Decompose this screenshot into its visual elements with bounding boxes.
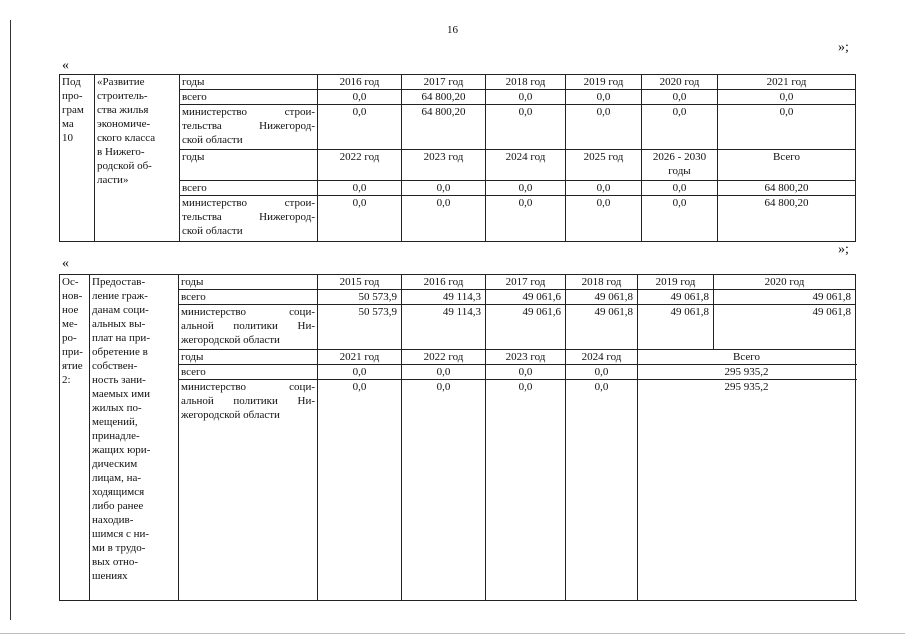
year-cell: 2018 год [566, 275, 638, 290]
value-cell: 0,0 [642, 196, 718, 242]
value-cell-total: 295 935,2 [638, 365, 856, 380]
value-cell: 0,0 [566, 365, 638, 380]
value-cell: 0,0 [486, 196, 566, 242]
value-cell: 0,0 [402, 196, 486, 242]
year-cell: 2021 год [318, 350, 402, 365]
year-cell: 2026 - 2030 годы [642, 150, 718, 181]
year-cell: 2025 год [566, 150, 642, 181]
value-cell: 0,0 [486, 90, 566, 105]
value-cell: 0,0 [718, 105, 856, 150]
row-label-years: годы [179, 275, 318, 290]
value-cell: 0,0 [318, 365, 402, 380]
year-cell: 2018 год [486, 75, 566, 90]
value-cell: 0,0 [486, 365, 566, 380]
page-left-border [10, 20, 11, 620]
year-cell: 2024 год [566, 350, 638, 365]
year-cell: 2017 год [402, 75, 486, 90]
main-activity-2-table [59, 274, 856, 601]
close-quote-2: »; [838, 242, 849, 257]
year-cell: 2020 год [642, 75, 718, 90]
row-label-ministry: министерство соци- альной политики Ни- жегородской области [179, 305, 318, 350]
year-cell: 2023 год [402, 150, 486, 181]
value-cell: 49 114,3 [402, 290, 486, 305]
value-cell: 0,0 [402, 181, 486, 196]
value-cell: 64 800,20 [718, 181, 856, 196]
value-cell: 0,0 [318, 105, 402, 150]
value-cell: 49 061,8 [566, 290, 638, 305]
year-cell: 2024 год [486, 150, 566, 181]
value-cell: 0,0 [318, 181, 402, 196]
year-cell: 2022 год [402, 350, 486, 365]
row-label-ministry: министерство строи- тельства Нижегород- ской области [180, 105, 318, 150]
row-label-total: всего [180, 181, 318, 196]
row-label-ministry: министерство соци- альной политики Ни- жегородской области [179, 380, 318, 601]
year-cell-total: Всего [638, 350, 856, 365]
value-cell: 0,0 [402, 365, 486, 380]
value-cell: 0,0 [402, 380, 486, 601]
value-cell: 0,0 [566, 196, 642, 242]
value-cell: 64 800,20 [718, 196, 856, 242]
row-label-ministry: министерство строи- тельства Нижегород- ской области [180, 196, 318, 242]
activity-name-cell: Предостав- ление граж- данам соци- альных вы- плат на при- обретение в собствен- ность зани- маемых ими жилых по- мещений, принадле- жащих юри- дическим лицам, на- ходящимся либо ранее находив- шимся с ни- ми в трудо- вых отно- шениях [90, 275, 179, 601]
value-cell: 49 114,3 [402, 305, 486, 350]
value-cell: 0,0 [566, 380, 638, 601]
value-cell: 0,0 [318, 90, 402, 105]
page-number: 16 [447, 24, 458, 36]
value-cell-total: 295 935,2 [638, 380, 856, 601]
value-cell: 49 061,8 [638, 305, 714, 350]
value-cell: 0,0 [566, 181, 642, 196]
year-cell: 2015 год [318, 275, 402, 290]
row-label-total: всего [179, 365, 318, 380]
row-label-total: всего [180, 90, 318, 105]
year-cell: 2017 год [486, 275, 566, 290]
year-cell: 2016 год [402, 275, 486, 290]
year-cell: 2019 год [638, 275, 714, 290]
year-cell: 2023 год [486, 350, 566, 365]
close-quote-1: »; [838, 40, 849, 55]
value-cell: 50 573,9 [318, 290, 402, 305]
value-cell: 50 573,9 [318, 305, 402, 350]
value-cell: 0,0 [486, 380, 566, 601]
value-cell: 64 800,20 [402, 90, 486, 105]
value-cell: 0,0 [642, 105, 718, 150]
row-label-years: годы [179, 350, 318, 365]
value-cell: 0,0 [566, 105, 642, 150]
value-cell: 49 061,6 [486, 305, 566, 350]
value-cell: 0,0 [566, 90, 642, 105]
year-cell: 2019 год [566, 75, 642, 90]
subprogram-label-cell: Под про- грам ма 10 [60, 75, 95, 242]
value-cell: 0,0 [486, 181, 566, 196]
year-cell: 2016 год [318, 75, 402, 90]
subprogram-name-cell: «Развитие строитель- ства жилья экономиче- ского класса в Нижего- родской об- ласти» [95, 75, 180, 242]
value-cell: 0,0 [318, 196, 402, 242]
value-cell: 0,0 [486, 105, 566, 150]
year-cell: Всего [718, 150, 856, 181]
subprogram-10-table [59, 74, 856, 242]
value-cell: 0,0 [642, 181, 718, 196]
year-cell: 2022 год [318, 150, 402, 181]
value-cell: 0,0 [318, 380, 402, 601]
value-cell: 64 800,20 [402, 105, 486, 150]
value-cell: 49 061,8 [638, 290, 714, 305]
open-quote-1: « [62, 58, 69, 73]
row-label-total: всего [179, 290, 318, 305]
value-cell: 49 061,8 [714, 305, 856, 350]
activity-label-cell: Ос- нов- ное ме- ро- при- ятие 2: [60, 275, 90, 601]
value-cell: 0,0 [718, 90, 856, 105]
row-label-years: годы [180, 150, 318, 181]
value-cell: 49 061,8 [714, 290, 856, 305]
open-quote-2: « [62, 256, 69, 271]
row-label-years: годы [180, 75, 318, 90]
page-bottom-edge [0, 633, 905, 634]
value-cell: 0,0 [642, 90, 718, 105]
value-cell: 49 061,8 [566, 305, 638, 350]
year-cell: 2021 год [718, 75, 856, 90]
value-cell: 49 061,6 [486, 290, 566, 305]
year-cell: 2020 год [714, 275, 856, 290]
